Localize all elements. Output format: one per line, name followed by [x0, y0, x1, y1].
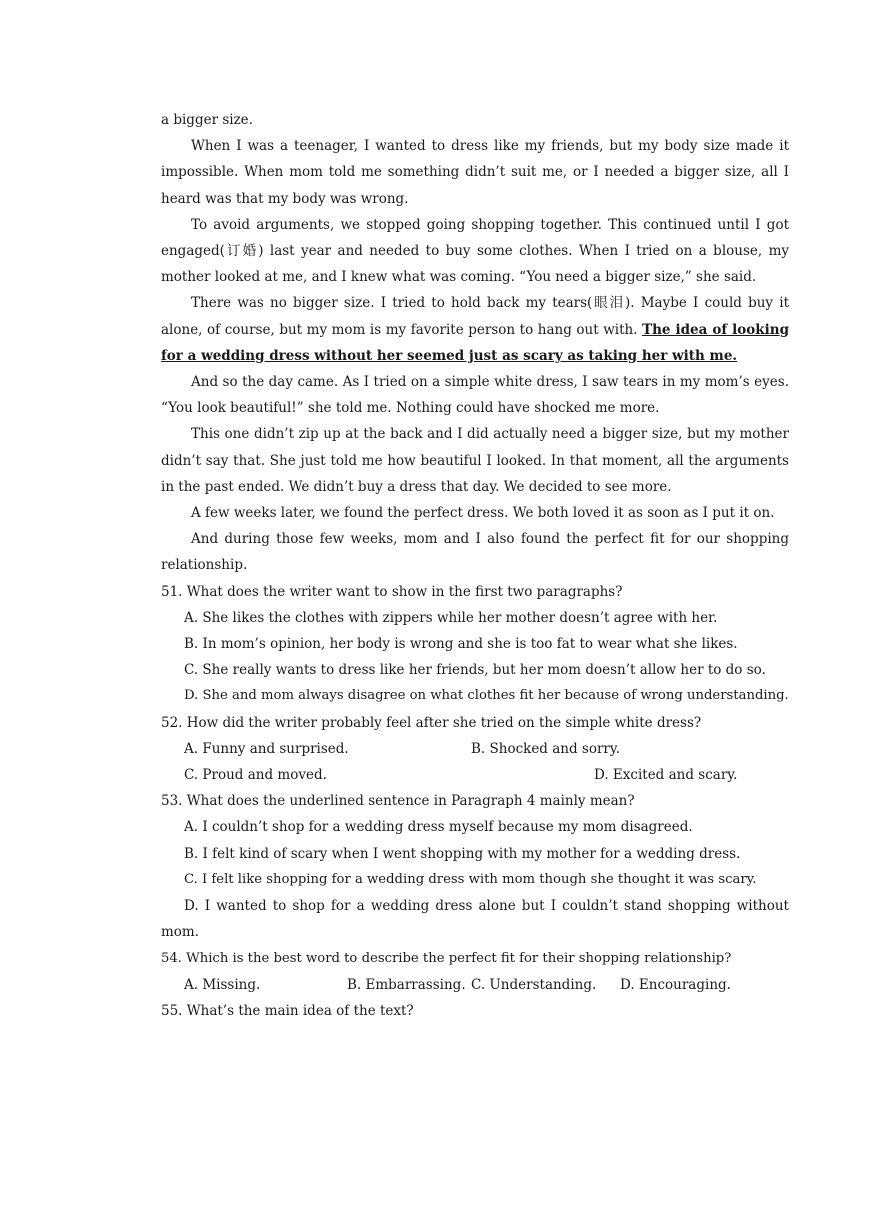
paragraph-5: This one didn’t zip up at the back and I did actually need a bigger size, but my mother didn’t say that. She just told me how beautiful I looked. In that moment, all the arguments in the past ended. We didn’t buy a dress that day. We decided to see more.: [161, 426, 789, 495]
paragraph-3: [161, 290, 789, 369]
question-54-stem: 54. Which is the best word to describe the perfect fit for their shopping relationship?: [161, 950, 732, 966]
question-51-option-b: B. In mom’s opinion, her body is wrong and she is too fat to wear what she likes.: [184, 636, 738, 653]
question-51-option-c: C. She really wants to dress like her friends, but her mom doesn’t allow her to do so.: [184, 662, 766, 679]
question-54-option-d: D. Encouraging.: [620, 976, 731, 993]
question-52-options-row-1: [161, 736, 789, 762]
question-53-stem: 53. What does the underlined sentence in Paragraph 4 mainly mean?: [161, 793, 635, 810]
paragraph-3-text: There was no bigger size. I tried to hold back my tears(眼泪). Maybe I could buy it alone, of course, but my mom is my favorite person to hang out with.: [161, 295, 789, 338]
question-51-option-d: D. She and mom always disagree on what clothes fit her because of wrong understanding.: [184, 688, 789, 704]
question-54-option-c: C. Understanding.: [471, 976, 597, 993]
question-55-stem: 55. What’s the main idea of the text?: [161, 1002, 414, 1019]
document-page: [161, 107, 789, 1024]
question-52-option-d: D. Excited and scary.: [594, 767, 738, 784]
paragraph-4: And so the day came. As I tried on a simple white dress, I saw tears in my mom’s eyes. “You look beautiful!” she told me. Nothing could have shocked me more.: [161, 374, 789, 417]
question-52-option-a: A. Funny and surprised.: [184, 740, 349, 757]
question-52-stem: 52. How did the writer probably feel after she tried on the simple white dress?: [161, 714, 702, 731]
question-52-option-b: B. Shocked and sorry.: [471, 740, 621, 757]
question-53-option-a: A. I couldn’t shop for a wedding dress myself because my mom disagreed.: [184, 819, 693, 836]
question-51-option-a: A. She likes the clothes with zippers while her mother doesn’t agree with her.: [184, 609, 718, 626]
underlined-sentence: The idea of looking for a wedding dress without her seemed just as scary as taking her with me.: [161, 321, 790, 364]
question-54-option-a: A. Missing.: [184, 976, 261, 993]
paragraph-1: When I was a teenager, I wanted to dress like my friends, but my body size made it impossible. When mom told me something didn’t suit me, or I needed a bigger size, all I heard was that my body was wrong.: [161, 138, 789, 207]
question-51-stem: 51. What does the writer want to show in the first two paragraphs?: [161, 583, 623, 600]
paragraph-7: And during those few weeks, mom and I also found the perfect fit for our shopping relationship.: [161, 531, 789, 574]
question-54-option-b: B. Embarrassing.: [347, 976, 466, 993]
paragraph-6: A few weeks later, we found the perfect dress. We both loved it as soon as I put it on.: [191, 505, 775, 522]
paragraph-2: To avoid arguments, we stopped going shopping together. This continued until I got engaged(订婚) last year and needed to buy some clothes. When I tried on a blouse, my mother looked at me, and I knew what was coming. “You need a bigger size,” she said.: [161, 216, 789, 286]
paragraph-continuation: a bigger size.: [161, 112, 253, 128]
question-52-option-c: C. Proud and moved.: [184, 767, 327, 784]
question-52-options-row-2: [161, 762, 789, 788]
question-53-option-c: C. I felt like shopping for a wedding dress with mom though she thought it was scary.: [184, 871, 757, 887]
question-53-option-b: B. I felt kind of scary when I went shopping with my mother for a wedding dress.: [184, 845, 741, 862]
question-54-options-row: [161, 972, 789, 998]
question-53-option-d: D. I wanted to shop for a wedding dress alone but I couldn’t stand shopping without mom.: [161, 898, 789, 941]
